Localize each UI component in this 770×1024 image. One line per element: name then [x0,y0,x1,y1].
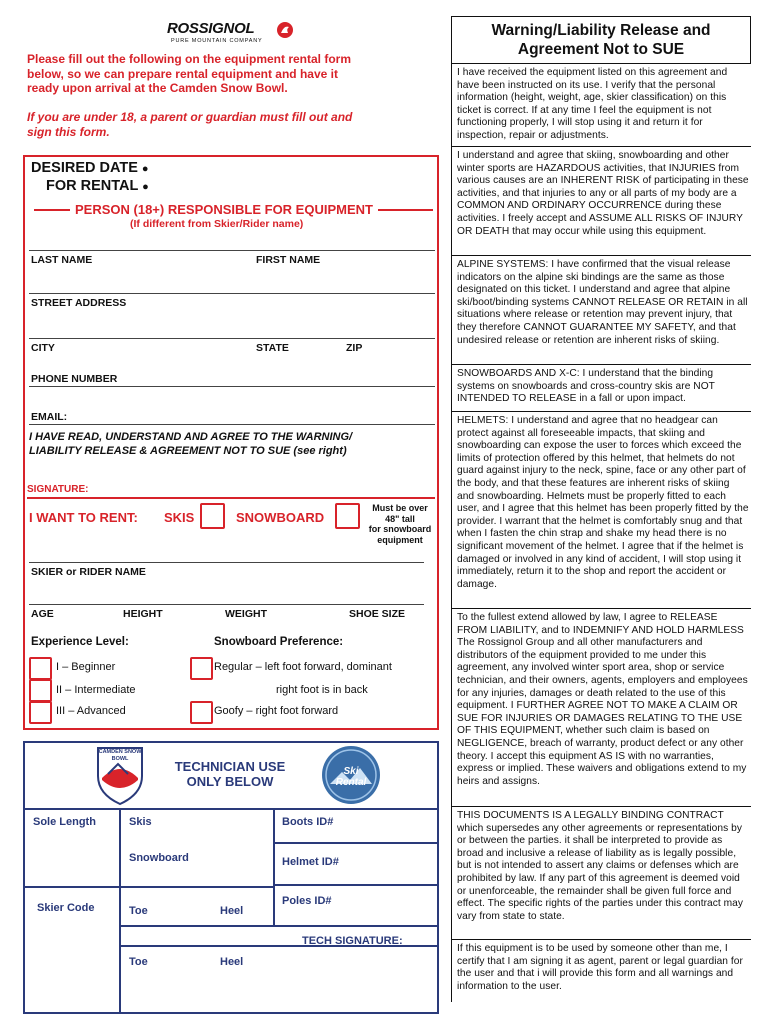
tech-skis-label: Skis [129,816,152,828]
snowboard-label: SNOWBOARD [236,510,325,525]
experience-title: Experience Level: [31,636,129,648]
ski-rental-logo-text: Ski Rental [335,766,367,788]
release-divider-3 [451,364,751,365]
street-address-label: STREET ADDRESS [31,297,127,309]
tech-grid-top [23,808,439,810]
desired-date-label: DESIRED DATE ● FOR RENTAL ● [31,160,149,194]
tech-grid-h-right2 [273,884,439,886]
tech-grid-h-right1 [273,842,439,844]
release-title: Warning/Liability Release and Agreement Not to SUE [491,22,711,58]
tech-signature-label: TECH SIGNATURE: [302,935,403,947]
poles-id-label: Poles ID# [282,895,332,907]
regular-checkbox[interactable] [190,657,213,680]
release-divider-2 [451,255,751,256]
toe-label-2: Toe [129,956,148,968]
intro-text: Please fill out the following on the equipment rental form below, so we can prepare rental equipment and have it ready upon arrival at the Camden Snow Bowl. [27,52,352,95]
heel-label-1: Heel [220,905,244,917]
toe-label-1: Toe [129,905,148,917]
release-para-6: To the fullest extend allowed by law, I agree to RELEASE FROM LIABILITY, and to INDEMNIFY AND HOLD HARMLESS The Rossignol Group and all other manufacturers and distributors of the equipment provided to me under this agreement, any involved winter sport area, shop or service technician, and their owners, agents, employers and employees for any injuries, damages or death related to the use of this equipment. I FURTHER AGREE NOT TO MAKE A CLAIM OR SUE FOR INJURIES OR DAMAGES RELATING TO THE USE OF THIS EQUIPMENT, whether such claim is based on NEGLIGENCE, breach of warranty, product defect or any other theory. I accept this equipment AS IS with no warranties, express or implied. These waivers and obligations extend to my heirs and assigns. [457,612,748,787]
goofy-checkbox[interactable] [190,701,213,724]
city-label: CITY [31,342,55,354]
release-divider-5 [451,608,751,609]
phone-label: PHONE NUMBER [31,373,118,385]
state-label: STATE [256,342,289,354]
boots-id-label: Boots ID# [282,816,334,828]
release-divider-1 [451,146,751,147]
release-para-1: I have received the equipment listed on this agreement and have been instructed on its use. I verify that the personal information (height, weight, age, skier classification) on this ticket is correct. If at any time I feel the equipment is not functioning properly, I will stop using it and return it for inspection, repair or adjustments. [457,67,728,141]
heel-label-2: Heel [220,956,244,968]
release-para-5: HELMETS: I understand and agree that no headgear can protect against all foreseeable impacts, that skiing and snowboarding can expose the user to forces which exceed the limits of protection offered by this helmet, that helmets do not guard against injury to the neck, spine, face or any other part of the body, and that these features are inherent risks of skiing and snowboarding. Helmets must be properly fitted to each user, and I agree that this helmet has been properly fitted by the provider. I warrant that the helmet is comfortably snug and that when I fasten the chin strap and shake my head there is no significant movement of the helmet. I agree that if the helmet is damaged or involved in any kind of accident, I will stop using it immediately, return it to the shop and report the accident or damage. [457,415,749,590]
desired-date-field[interactable] [170,192,430,193]
intermediate-checkbox[interactable] [29,679,52,702]
height-label: HEIGHT [123,608,163,620]
release-para-3: ALPINE SYSTEMS: I have confirmed that the visual release indicators on the alpine ski bindings are the same as those designated on this ticket. I understand and agree that alpine ski/boot/binding systems CANNOT RELEASE OR RETAIN in all situations where release or retention may prevent injury, that they therefore CANNOT GUARANTEE MY SAFETY, and that undesired release or retention are inherent risks of skiing. [457,259,748,346]
release-para-2: I understand and agree that skiing, snowboarding and other winter sports are HAZARDOUS activities, that INJURIES from various causes are an INHERENT RISK of participating in these activities, and that injuries to any or all parts of my body are a COMMON AND ORDINARY OCCURRENCE during these activities. I freely accept and ASSUME ALL RISKS OF INJURY OR DEATH that may occur while using this equipment. [457,150,749,237]
regular-label-2: right foot is in back [276,684,368,696]
shoe-size-label: SHOE SIZE [349,608,406,620]
skier-name-field-line[interactable] [29,562,424,563]
beginner-checkbox[interactable] [29,657,52,680]
phone-field-line[interactable] [29,386,435,387]
beginner-label: I – Beginner [56,661,116,673]
tech-grid-h-mid [119,886,275,888]
skis-checkbox[interactable] [200,503,225,529]
person-subtitle: (If different from Skier/Rider name) [130,218,304,230]
zip-label: ZIP [346,342,363,354]
street-field-line[interactable] [29,293,435,294]
tech-grid-v1 [119,808,121,1014]
name-field-line[interactable] [29,250,435,251]
tech-grid-h-left [23,886,121,888]
skier-name-label: SKIER or RIDER NAME [31,566,146,578]
person-heading: PERSON (18+) RESPONSIBLE FOR EQUIPMENT [70,202,378,217]
weight-label: WEIGHT [225,608,267,620]
snowboard-checkbox[interactable] [335,503,360,529]
city-field-line[interactable] [29,338,435,339]
rossignol-logo [163,20,298,48]
rent-label: I WANT TO RENT: [29,510,138,525]
email-field-line[interactable] [29,424,435,425]
skis-label: SKIS [164,510,195,525]
brand-tagline: PURE MOUNTAIN COMPANY [171,38,263,44]
last-name-label: LAST NAME [31,254,93,266]
rooster-icon [276,21,294,39]
camden-logo-text: CAMDEN SNOW BOWL [98,749,142,762]
intermediate-label: II – Intermediate [56,684,136,696]
skier-code-label: Skier Code [37,902,95,914]
release-para-7: THIS DOCUMENTS IS A LEGALLY BINDING CONTRACT which supersedes any other agreements or representations by or between the parties. it shall be interpreted to provide as broad and inclusive a release of liability as is legally possible, but is not intended to assert any claims or defenses which are prohibited by law. If any part of this agreement is deemed void or unenforceable, the remainder shall be given full force and effect. The specific rights of the parties under this contract may vary from state to state. [457,810,744,922]
snowboard-height-note: Must be over 48" tall for snowboard equipment [368,503,432,545]
technician-title: TECHNICIAN USE ONLY BELOW [174,759,286,789]
tech-grid-h-full [119,925,439,927]
release-para-4: SNOWBOARDS AND X-C: I understand that the binding systems on snowboards and cross-country skis are NOT INTENDED TO RELEASE in a fall or upon impact. [457,368,715,405]
brand-name: ROSSIGNOL [167,20,255,37]
minor-notice: If you are under 18, a parent or guardian must fill out and sign this form. [27,110,353,139]
sole-length-label: Sole Length [33,816,96,828]
release-para-8: If this equipment is to be used by someone other than me, I certify that I am signing it as agent, parent or legal guardian for the user and that i will provide this form and all warnings and information to the user. [457,943,743,992]
tech-snowboard-label: Snowboard [129,852,189,864]
regular-label: Regular – left foot forward, dominant [214,661,392,673]
signature-label: SIGNATURE: [27,484,89,495]
release-divider-6 [451,806,751,807]
agreement-statement: I HAVE READ, UNDERSTAND AND AGREE TO THE WARNING/ LIABILITY RELEASE & AGREEMENT NOT TO SUE (see right) [29,431,353,457]
first-name-label: FIRST NAME [256,254,321,266]
advanced-checkbox[interactable] [29,701,52,724]
signature-rule[interactable] [27,497,435,499]
goofy-label: Goofy – right foot forward [214,705,339,717]
helmet-id-label: Helmet ID# [282,856,339,868]
release-divider-4 [451,411,751,412]
age-label: AGE [31,608,54,620]
tech-grid-v2 [273,808,275,926]
email-label: EMAIL: [31,411,68,423]
snowboard-pref-title: Snowboard Preference: [214,636,344,648]
advanced-label: III – Advanced [56,705,126,717]
release-divider-7 [451,939,751,940]
measurements-field-line[interactable] [29,604,424,605]
release-column-rule [451,64,452,1002]
